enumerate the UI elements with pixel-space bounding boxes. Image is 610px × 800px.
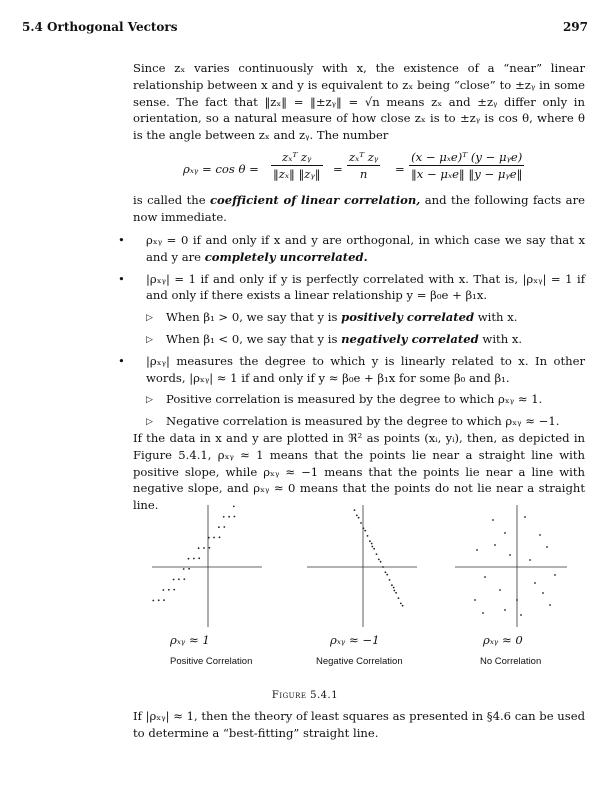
scatter-point xyxy=(219,536,221,538)
fraction-1-denominator: ‖zₓ‖ ‖zᵧ‖ xyxy=(273,167,321,181)
scatter-point xyxy=(534,582,536,584)
scatter-point xyxy=(178,578,180,580)
correlation-equation xyxy=(183,150,573,190)
bullet-icon: • xyxy=(118,233,125,247)
plot-caption-positive: Positive Correlation xyxy=(170,656,253,667)
scatter-point xyxy=(520,614,522,616)
scatter-point xyxy=(391,584,393,586)
scatter-point xyxy=(484,576,486,578)
section-title: 5.4 Orthogonal Vectors xyxy=(22,20,178,34)
scatter-point xyxy=(364,530,366,532)
scatter-point xyxy=(400,603,402,605)
scatter-point xyxy=(546,546,548,548)
scatter-point xyxy=(509,554,511,556)
sub-item-text: When β₁ > 0, we say that y is xyxy=(166,310,342,325)
scatter-point xyxy=(371,543,373,545)
scatter-point xyxy=(371,546,373,548)
sub-list-item xyxy=(118,331,585,348)
scatter-point xyxy=(173,589,175,591)
scatter-point xyxy=(398,597,400,599)
data-points xyxy=(474,516,556,616)
scatter-point xyxy=(386,574,388,576)
scatter-point xyxy=(474,599,476,601)
definition-post: and the following facts are now immediate. xyxy=(133,193,585,224)
sub-item-post: with x. xyxy=(474,310,518,325)
scatter-point xyxy=(198,557,200,559)
scatter-point xyxy=(382,566,384,568)
scatter-point xyxy=(173,579,175,581)
sub-list-item xyxy=(118,391,585,408)
scatter-point xyxy=(354,509,356,511)
bullet-icon: • xyxy=(118,271,125,286)
closing-paragraph-block xyxy=(133,708,585,742)
sub-list-item xyxy=(118,309,585,326)
scatter-point xyxy=(499,589,501,591)
scatter-plots xyxy=(150,505,590,635)
scatter-point xyxy=(494,544,496,546)
fraction-2-denominator: n xyxy=(347,165,380,181)
scatter-point xyxy=(163,589,165,591)
scatter-point xyxy=(389,579,391,581)
scatter-point xyxy=(504,609,506,611)
figure-title: Figure 5.4.1 xyxy=(271,690,339,701)
sub-item-text: Negative correlation is measured by the degree to which ρₓᵧ ≈ −1. xyxy=(166,414,560,429)
scatter-point xyxy=(373,548,375,550)
facts-list xyxy=(118,232,585,435)
sub-list-item xyxy=(118,413,585,430)
equation-fraction-1 xyxy=(271,150,323,181)
scatter-point xyxy=(218,526,220,528)
figure-paragraph: If the data in x and y are plotted in ℜ² as points (xᵢ, yᵢ), then, as depicted in Figure 5.4.1, ρₓᵧ ≈ 1 means that the points lie near a straight line with positive slope, while ρₓᵧ ≈ −1 means that the points lie near a line with negative slope, and ρₓᵧ ≈ 0 means that the points do not lie near a straight line. xyxy=(133,431,585,513)
bullet-1-emphasis: completely uncorrelated. xyxy=(204,249,368,264)
page-number: 297 xyxy=(562,20,588,34)
negative-correlation-plot xyxy=(307,505,417,627)
list-item xyxy=(118,271,585,305)
scatter-point xyxy=(158,599,160,601)
equation-fraction-2 xyxy=(347,150,380,181)
scatter-point xyxy=(554,574,556,576)
scatter-point xyxy=(183,568,185,570)
sub-item-text: Positive correlation is measured by the degree to which ρₓᵧ ≈ 1. xyxy=(166,392,543,407)
scatter-point xyxy=(492,519,494,521)
scatter-point xyxy=(183,578,185,580)
scatter-point xyxy=(223,526,225,528)
scatter-point xyxy=(193,558,195,560)
scatter-point xyxy=(363,527,365,529)
scatter-point xyxy=(360,522,362,524)
plot-label-positive: ρₓᵧ ≈ 1 xyxy=(170,633,210,647)
scatter-point xyxy=(188,568,190,570)
data-points xyxy=(349,505,403,607)
fraction-1-numerator: zₓᵀ zᵧ xyxy=(282,150,312,164)
list-item xyxy=(118,353,585,387)
scatter-point xyxy=(539,534,541,536)
scatter-point xyxy=(367,535,369,537)
figure-5-4-1 xyxy=(150,505,590,685)
scatter-point xyxy=(516,599,518,601)
scatter-point xyxy=(234,516,236,518)
scatter-point xyxy=(228,516,230,518)
plot-label-zero: ρₓᵧ ≈ 0 xyxy=(483,633,523,647)
equation-lhs: ρₓᵧ = cos θ = xyxy=(183,162,259,176)
figure-paragraph-block xyxy=(133,430,585,514)
definition-term: coefficient of linear correlation, xyxy=(210,193,421,207)
triangle-right-icon: ▷ xyxy=(146,417,153,428)
scatter-point xyxy=(168,589,170,591)
scatter-point xyxy=(524,516,526,518)
fraction-3-denominator: ‖x − μₓe‖ ‖y − μᵧe‖ xyxy=(411,167,523,181)
sub-item-emphasis: positively correlated xyxy=(341,310,475,325)
equals-sign-2: = xyxy=(333,162,343,176)
scatter-point xyxy=(476,549,478,551)
scatter-point xyxy=(208,537,210,539)
scatter-point xyxy=(393,587,395,589)
scatter-point xyxy=(504,532,506,534)
definition-paragraph xyxy=(133,192,585,226)
definition-pre: is called the xyxy=(133,193,210,207)
scatter-point xyxy=(163,599,165,601)
scatter-point xyxy=(223,516,225,518)
scatter-point xyxy=(213,537,215,539)
equals-sign-3: = xyxy=(395,162,405,176)
scatter-point xyxy=(549,604,551,606)
scatter-point xyxy=(152,600,154,602)
scatter-point xyxy=(378,559,380,561)
triangle-right-icon: ▷ xyxy=(146,334,153,345)
sub-item-post: with x. xyxy=(478,331,523,346)
scatter-point xyxy=(385,571,387,573)
closing-paragraph: If |ρₓᵧ| ≈ 1, then the theory of least squares as presented in §4.6 can be used to determine a “best-fitting” straight line. xyxy=(133,709,585,740)
equation-fraction-3 xyxy=(409,150,524,181)
positive-correlation-plot xyxy=(152,505,262,627)
plot-label-negative: ρₓᵧ ≈ −1 xyxy=(330,633,380,647)
running-head xyxy=(22,20,588,38)
triangle-right-icon: ▷ xyxy=(146,313,153,324)
data-points xyxy=(152,506,235,602)
intro-paragraph: Since zₓ varies continuously with x, the existence of a “near” linear relationship between x and y is equivalent to zₓ being “close” to ±zᵧ in some sense. The fact that ‖zₓ‖ = ‖±zᵧ‖ = √n means zₓ and ±zᵧ differ only in orientation, so a natural measure of how close zₓ is to ±zᵧ is cos θ, where θ is the angle between zₓ and zᵧ. The number xyxy=(133,61,585,143)
plot-caption-negative: Negative Correlation xyxy=(316,656,403,667)
triangle-right-icon: ▷ xyxy=(146,395,153,406)
scatter-point xyxy=(188,558,190,560)
fraction-3-numerator: (x − μₓe)ᵀ (y − μᵧe) xyxy=(411,150,523,164)
sub-item-text: When β₁ < 0, we say that y is xyxy=(166,331,342,346)
scatter-point xyxy=(203,547,205,549)
no-correlation-plot xyxy=(455,505,567,627)
plot-caption-zero: No Correlation xyxy=(480,656,542,667)
scatter-point xyxy=(356,515,358,517)
bullet-3-text: |ρₓᵧ| measures the degree to which y is linearly related to x. In other words, |ρₓᵧ| ≈ 1 if and only if y ≈ β₀e + β₁x for some β₀ and β₁. xyxy=(146,353,585,385)
list-item xyxy=(118,232,585,266)
scatter-point xyxy=(402,605,404,607)
definition-paragraph-block xyxy=(133,192,585,226)
bullet-1-text: ρₓᵧ = 0 if and only if x and y are orthogonal, in which case we say that x and y are xyxy=(146,233,585,264)
scatter-point xyxy=(376,553,378,555)
fraction-2-numerator: zₓᵀ zᵧ xyxy=(349,150,379,164)
scatter-point xyxy=(233,506,235,508)
scatter-point xyxy=(393,590,395,592)
scatter-point xyxy=(198,547,200,549)
scatter-point xyxy=(542,592,544,594)
intro-paragraph-block xyxy=(133,60,585,144)
bullet-icon: • xyxy=(118,353,125,368)
scatter-point xyxy=(482,612,484,614)
scatter-point xyxy=(395,592,397,594)
scatter-point xyxy=(209,547,211,549)
bullet-2-text: |ρₓᵧ| = 1 if and only if y is perfectly correlated with x. That is, |ρₓᵧ| = 1 if and only if there exists a linear relationship y = β₀e + β₁x. xyxy=(146,271,585,303)
scatter-point xyxy=(358,517,360,519)
scatter-point xyxy=(380,561,382,563)
scatter-point xyxy=(529,559,531,561)
scatter-point xyxy=(369,540,371,542)
sub-item-emphasis: negatively correlated xyxy=(341,331,479,346)
